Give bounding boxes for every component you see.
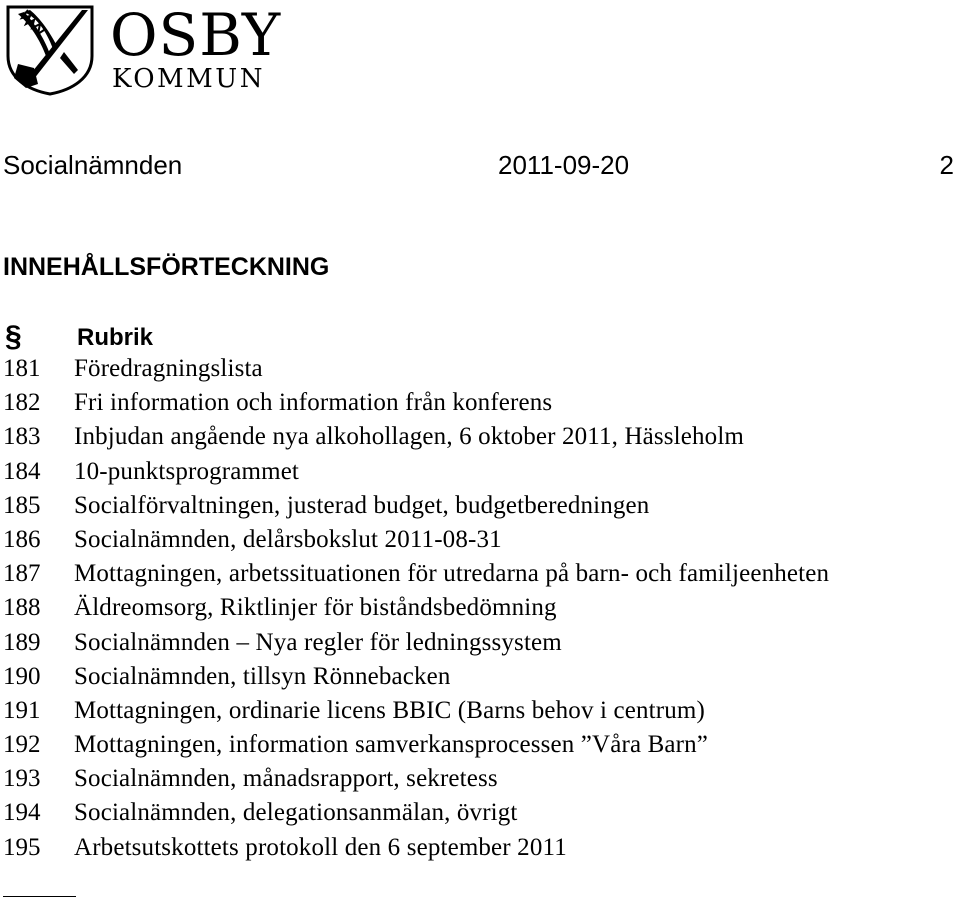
- item-number: 188: [3, 594, 41, 622]
- item-title: Mottagningen, ordinarie licens BBIC (Barns behov i centrum): [74, 696, 705, 724]
- item-number: 182: [3, 389, 41, 417]
- list-item: [3, 697, 958, 731]
- item-title: Socialnämnden – Nya regler för ledningssystem: [74, 628, 562, 656]
- item-number: 191: [3, 696, 41, 724]
- header-page-number: 2: [939, 150, 954, 180]
- header-date: 2011-09-20: [498, 150, 630, 180]
- list-item: [3, 594, 958, 628]
- item-title: Socialnämnden, tillsyn Rönnebacken: [74, 662, 451, 690]
- list-item: [3, 560, 958, 594]
- item-title: Arbetsutskottets protokoll den 6 september 2011: [74, 833, 567, 861]
- toc-column-header: [3, 320, 703, 354]
- item-number: 186: [3, 525, 41, 553]
- toc-title: INNEHÅLLSFÖRTECKNING: [3, 253, 330, 281]
- item-number: 187: [3, 560, 41, 588]
- list-item: [3, 389, 958, 423]
- item-number: 181: [3, 355, 41, 382]
- item-title: Inbjudan angående nya alkohollagen, 6 oktober 2011, Hässleholm: [74, 423, 745, 451]
- list-item: [3, 355, 958, 389]
- list-item: [3, 731, 958, 765]
- section-symbol: §: [5, 320, 22, 353]
- footnote-separator: [3, 896, 76, 897]
- item-title: Fri information och information från konferens: [74, 389, 553, 417]
- item-title: 10-punktsprogrammet: [74, 457, 300, 485]
- list-item: [3, 526, 958, 560]
- list-item: [3, 765, 958, 799]
- item-title: Mottagningen, arbetssituationen för utredarna på barn- och familjeenheten: [74, 560, 830, 588]
- item-title: Socialnämnden, delårsbokslut 2011-08-31: [74, 525, 502, 553]
- list-item: [3, 492, 958, 526]
- item-title: Äldreomsorg, Riktlinjer för biståndsbedömning: [74, 594, 557, 622]
- logo-subtitle: KOMMUN: [112, 64, 265, 94]
- logo-name: OSBY: [110, 1, 282, 69]
- list-item: [3, 663, 958, 697]
- column-label-rubrik: Rubrik: [77, 324, 154, 351]
- item-title: Socialnämnden, månadsrapport, sekretess: [74, 765, 498, 793]
- item-number: 185: [3, 491, 41, 519]
- list-item: [3, 458, 958, 492]
- list-item: [3, 423, 958, 457]
- item-number: 190: [3, 662, 41, 690]
- logo-wordmark: [110, 1, 282, 94]
- item-number: 195: [3, 833, 41, 861]
- document-header: [3, 150, 954, 184]
- item-title: Mottagningen, information samverkansprocessen ”Våra Barn”: [74, 731, 709, 759]
- item-number: 193: [3, 765, 41, 793]
- list-item: [3, 799, 958, 833]
- header-committee: Socialnämnden: [3, 150, 183, 180]
- toc-list: [3, 355, 958, 868]
- item-title: Föredragningslista: [74, 355, 263, 382]
- item-number: 192: [3, 731, 41, 759]
- list-item: [3, 629, 958, 663]
- item-title: Socialförvaltningen, justerad budget, budgetberedningen: [74, 491, 650, 519]
- item-title: Socialnämnden, delegationsanmälan, övrigt: [74, 799, 518, 827]
- coat-of-arms-icon: [4, 4, 96, 96]
- item-number: 183: [3, 423, 41, 451]
- item-number: 189: [3, 628, 41, 656]
- item-number: 194: [3, 799, 41, 827]
- item-number: 184: [3, 457, 41, 485]
- list-item: [3, 834, 958, 868]
